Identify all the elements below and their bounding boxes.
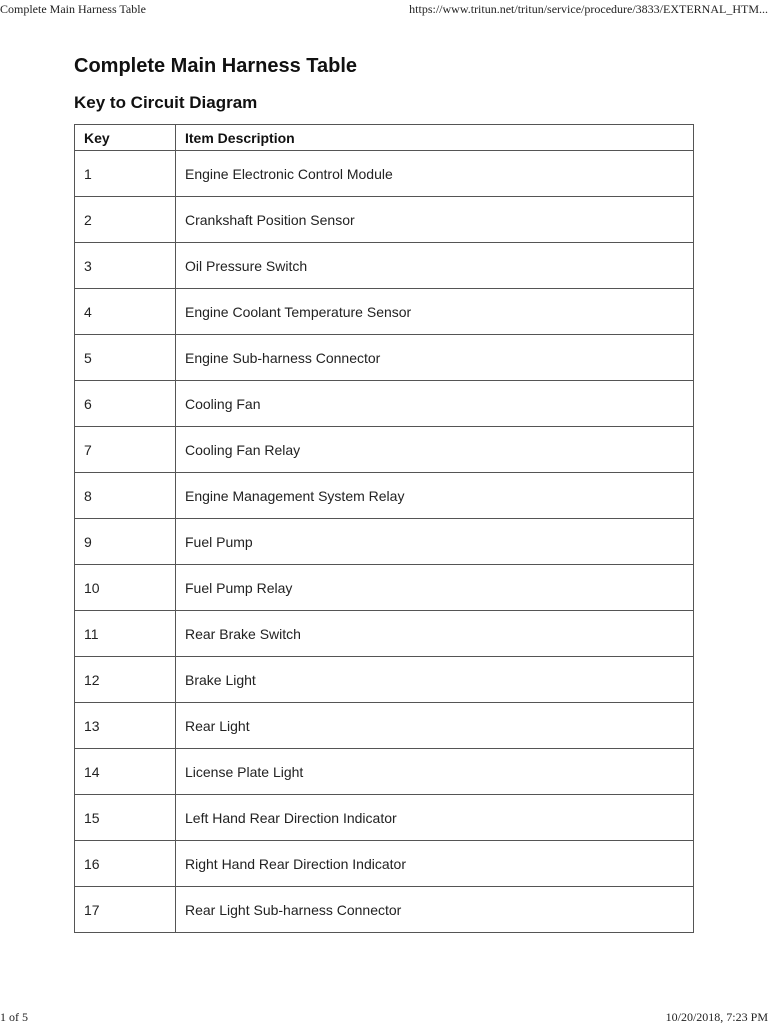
row-description: Right Hand Rear Direction Indicator — [176, 841, 694, 887]
print-header-title: Complete Main Harness Table — [0, 2, 146, 16]
key-table — [74, 124, 694, 933]
row-key: 16 — [75, 841, 176, 887]
row-key: 7 — [75, 427, 176, 473]
table-row — [75, 427, 694, 473]
row-key: 12 — [75, 657, 176, 703]
row-description: Cooling Fan — [176, 381, 694, 427]
table-row — [75, 289, 694, 335]
table-header-row — [75, 125, 694, 151]
table-row — [75, 887, 694, 933]
row-key: 14 — [75, 749, 176, 795]
table-row — [75, 565, 694, 611]
row-description: Fuel Pump Relay — [176, 565, 694, 611]
row-description: Engine Coolant Temperature Sensor — [176, 289, 694, 335]
row-key: 9 — [75, 519, 176, 565]
row-description: Rear Light — [176, 703, 694, 749]
row-description: Brake Light — [176, 657, 694, 703]
row-key: 1 — [75, 151, 176, 197]
row-key: 13 — [75, 703, 176, 749]
table-row — [75, 473, 694, 519]
table-row — [75, 151, 694, 197]
print-header — [0, 1, 768, 17]
row-description: Engine Electronic Control Module — [176, 151, 694, 197]
row-description: License Plate Light — [176, 749, 694, 795]
section-title: Key to Circuit Diagram — [74, 93, 258, 112]
row-description: Fuel Pump — [176, 519, 694, 565]
table-body — [75, 151, 694, 933]
row-key: 8 — [75, 473, 176, 519]
row-key: 17 — [75, 887, 176, 933]
table-row — [75, 197, 694, 243]
table-row — [75, 611, 694, 657]
table-row — [75, 335, 694, 381]
row-key: 10 — [75, 565, 176, 611]
table-row — [75, 519, 694, 565]
column-header-key: Key — [75, 125, 176, 151]
table-row — [75, 795, 694, 841]
table-row — [75, 243, 694, 289]
print-header-url: https://www.tritun.net/tritun/service/procedure/3833/EXTERNAL_HTM... — [409, 2, 768, 16]
row-description: Rear Light Sub-harness Connector — [176, 887, 694, 933]
table-row — [75, 841, 694, 887]
row-description: Rear Brake Switch — [176, 611, 694, 657]
table-row — [75, 703, 694, 749]
page-number: 1 of 5 — [0, 1010, 28, 1024]
print-datetime: 10/20/2018, 7:23 PM — [665, 1010, 768, 1024]
row-key: 4 — [75, 289, 176, 335]
row-description: Crankshaft Position Sensor — [176, 197, 694, 243]
row-description: Cooling Fan Relay — [176, 427, 694, 473]
page-title: Complete Main Harness Table — [74, 55, 358, 77]
column-header-description: Item Description — [176, 125, 694, 151]
row-key: 11 — [75, 611, 176, 657]
row-key: 5 — [75, 335, 176, 381]
row-key: 3 — [75, 243, 176, 289]
table-row — [75, 381, 694, 427]
print-footer — [0, 1009, 768, 1025]
table-row — [75, 657, 694, 703]
row-key: 2 — [75, 197, 176, 243]
row-description: Oil Pressure Switch — [176, 243, 694, 289]
row-description: Left Hand Rear Direction Indicator — [176, 795, 694, 841]
row-key: 15 — [75, 795, 176, 841]
table-row — [75, 749, 694, 795]
row-key: 6 — [75, 381, 176, 427]
row-description: Engine Management System Relay — [176, 473, 694, 519]
row-description: Engine Sub-harness Connector — [176, 335, 694, 381]
